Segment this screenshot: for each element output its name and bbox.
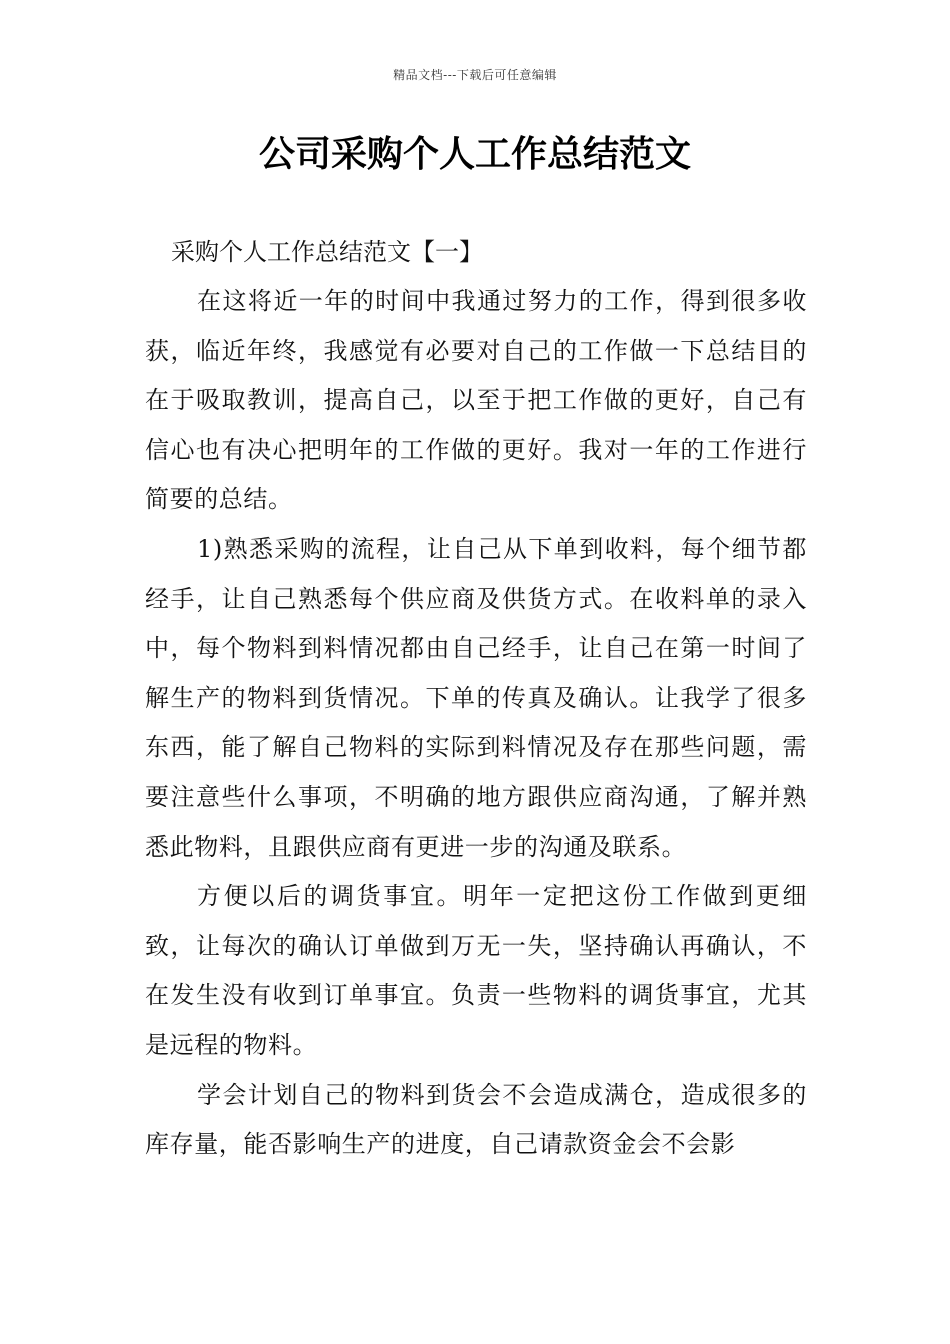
page-header: 精品文档---下载后可任意编辑	[393, 68, 557, 82]
paragraph-3: 方便以后的调货事宜。明年一定把这份工作做到更细致，让每次的确认订单做到万无一失，坚持确认再确认，不在发生没有收到订单事宜。负责一些物料的调货事宜，尤其是远程的物料。	[145, 882, 807, 1059]
document-title: 公司采购个人工作总结范文	[258, 134, 691, 175]
paragraph-1: 在这将近一年的时间中我通过努力的工作，得到很多收获，临近年终，我感觉有必要对自己的工作做一下总结目的在于吸取教训，提高自己，以至于把工作做的更好，自己有信心也有决心把明年的工作做的更好。我对一年的工作进行简要的总结。	[145, 287, 807, 514]
section-heading: 采购个人工作总结范文【一】	[171, 238, 483, 266]
paragraph-2: 1)熟悉采购的流程，让自己从下单到收料，每个细节都经手，让自己熟悉每个供应商及供货方式。在收料单的录入中，每个物料到料情况都由自己经手，让自己在第一时间了解生产的物料到货情况。下单的传真及确认。让我学了很多东西，能了解自己物料的实际到料情况及存在那些问题，需要注意些什么事项，不明确的地方跟供应商沟通，了解并熟悉此物料，且跟供应商有更进一步的沟通及联系。	[145, 534, 807, 861]
document-body	[145, 228, 807, 1170]
paragraph-4: 学会计划自己的物料到货会不会造成满仓，造成很多的库存量，能否影响生产的进度，自己请款资金会不会影	[145, 1080, 807, 1159]
